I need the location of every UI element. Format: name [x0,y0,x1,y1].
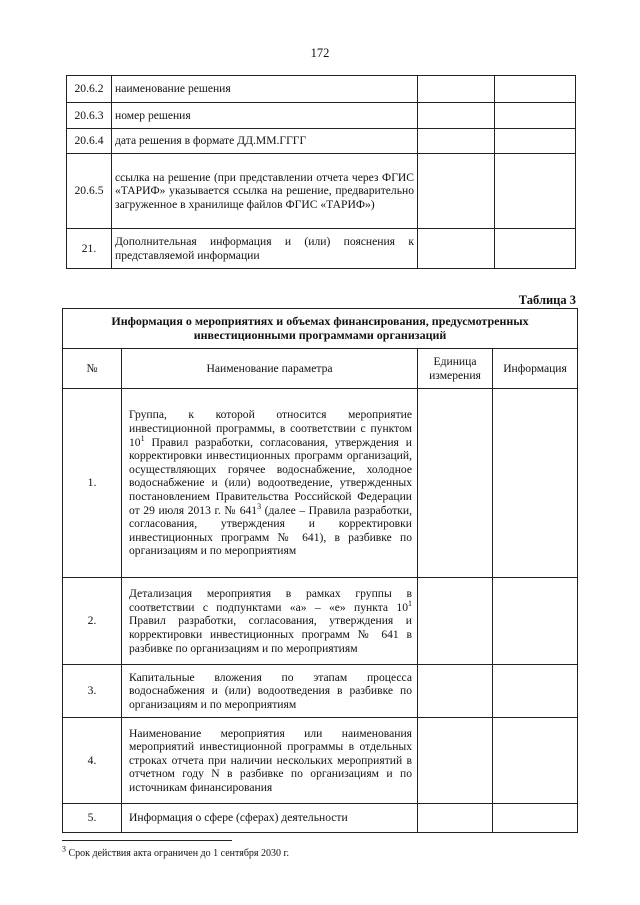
table-3 [62,308,578,833]
header-parameter-name: Наименование параметра [122,349,418,389]
row-number: 20.6.3 [67,103,112,129]
row-number: 1. [63,389,122,578]
row-number: 4. [63,718,122,804]
info-cell [495,229,576,269]
table-header-row [63,349,578,389]
info-cell [493,718,578,804]
row-text: ссылка на решение (при представлении отчета через ФГИС «ТАРИФ» указывается ссылка на решение, предварительно загруженное в хранилище файлов ФГИС «ТАРИФ») [112,154,418,229]
row-number: 5. [63,804,122,833]
table-row [63,718,578,804]
info-cell [495,76,576,103]
table-row [63,389,578,578]
row-number: 20.6.4 [67,129,112,154]
footnote-ref: 3 [257,501,262,511]
unit-cell [418,76,495,103]
page-number: 172 [310,46,330,60]
row-text: Группа, к которой относится мероприятие инвестиционной программы, в соответствии с пунктом $10^1$ Правил разработки, согласования, утверждения и корректировки инвестиционных программ организаций, осуществляющих горячее водоснабжение, холодное водоснабжение и (или) водоотведение, утвержденных постановлением Правительства Российской Федерации от 29 июля 2013 г. № $641^3$ (далее – Правила разработки, согласования, утверждения и корректировки инвестиционных программ № 641), в разбивке по организациям и по мероприятиям [122,389,418,578]
footnote-mark: 3 [62,844,66,854]
row-number: 20.6.2 [67,76,112,103]
unit-cell [418,389,493,578]
info-cell [493,804,578,833]
row-text: Детализация мероприятия в рамках группы в соответствии с подпунктами «а» – «е» пункта $10^1$ Правил разработки, согласования, утверждения и корректировки инвестиционных программ № 641 в разбивке по организациям и по мероприятиям [122,578,418,665]
info-cell [493,389,578,578]
unit-cell [418,103,495,129]
row-number: 20.6.5 [67,154,112,229]
unit-cell [418,229,495,269]
info-cell [495,103,576,129]
unit-cell [418,578,493,665]
row-text: номер решения [112,103,418,129]
footnote-divider [62,840,232,841]
info-cell [493,665,578,718]
row-text: Капитальные вложения по этапам процесса водоснабжения и (или) водоотведения в разбивке по организациям и по мероприятиям [122,665,418,718]
row-text: дата решения в формате ДД.ММ.ГГГГ [112,129,418,154]
table-title-row [63,309,578,349]
header-unit: Единица измерения [418,349,493,389]
unit-cell [418,665,493,718]
table-row [67,76,576,103]
table-top-continuation [66,75,576,269]
footnote: $^3$ Срок действия акта ограничен до 1 сентября 2030 г. [62,844,289,859]
footnote-ref: 1 [408,598,412,608]
row-text: Наименование мероприятия или наименования мероприятий инвестиционной программы в отдельных строках отчета при наличии нескольких мероприятий в отчетном году N в разбивке по организациям и по источникам финансирования [122,718,418,804]
table-row [63,804,578,833]
info-cell [493,578,578,665]
row-text: Информация о сфере (сферах) деятельности [122,804,418,833]
table-row [67,103,576,129]
table-row [63,665,578,718]
unit-cell [418,154,495,229]
unit-cell [418,804,493,833]
table-row [67,154,576,229]
row-text: Дополнительная информация и (или) пояснения к представляемой информации [112,229,418,269]
table-caption: Таблица 3 [518,293,576,307]
unit-cell [418,129,495,154]
info-cell [495,129,576,154]
header-information: Информация [493,349,578,389]
row-text: наименование решения [112,76,418,103]
row-number: 2. [63,578,122,665]
row-number: 21. [67,229,112,269]
unit-cell [418,718,493,804]
table-title: Информация о мероприятиях и объемах финансирования, предусмотренных инвестиционными программами организаций [63,309,578,349]
table-row [67,129,576,154]
row-number: 3. [63,665,122,718]
info-cell [495,154,576,229]
header-number: № [63,349,122,389]
footnote-ref: 1 [140,433,145,443]
table-row [63,578,578,665]
table-row [67,229,576,269]
